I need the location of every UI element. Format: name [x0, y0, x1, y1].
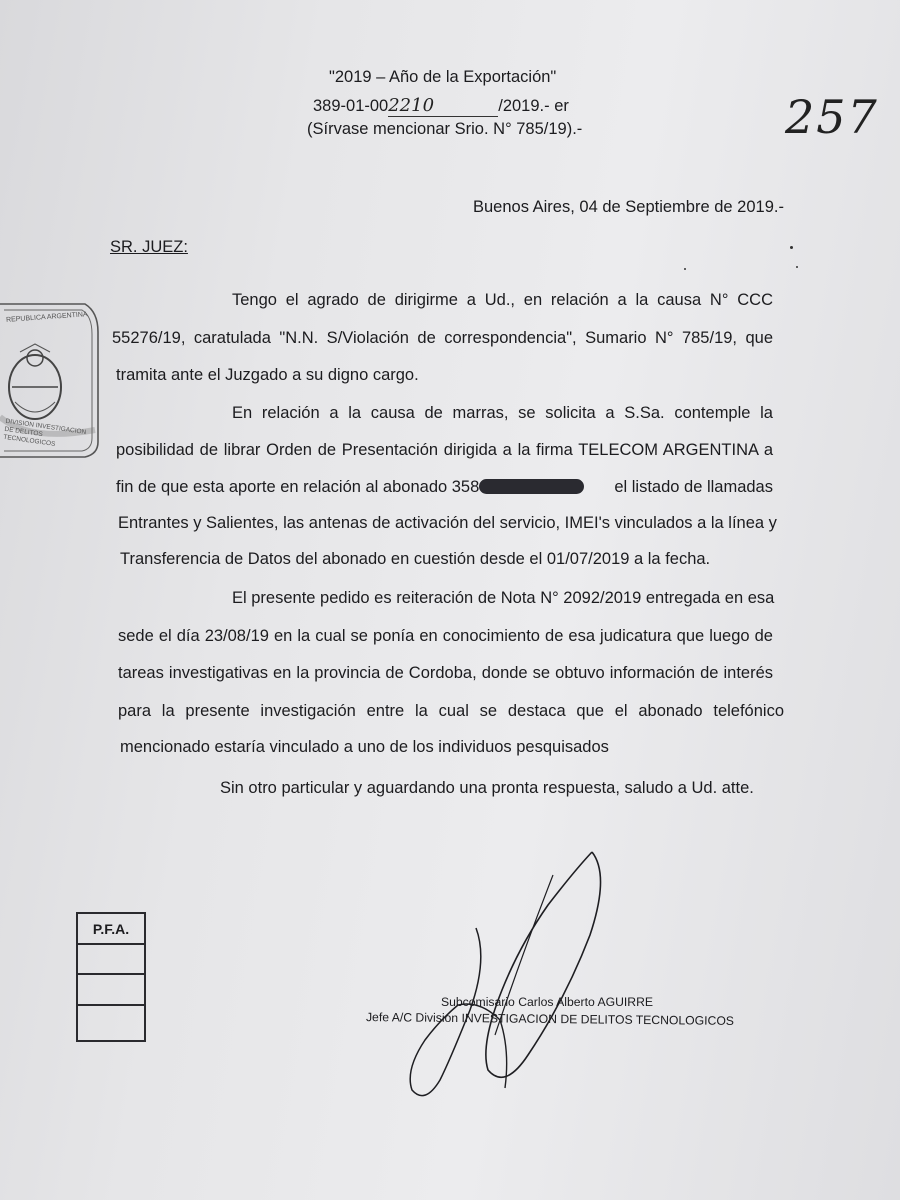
- p3-line-5: mencionado estaría vinculado a uno de los individuos pesquisados: [120, 738, 609, 756]
- p3-line-2: sede el día 23/08/19 en la cual se ponía en conocimiento de esa judicatura que luego de: [118, 627, 773, 645]
- reference-number: [313, 95, 569, 117]
- folio-number: 257: [785, 90, 879, 144]
- reference-citation: (Sírvase mencionar Srio. N° 785/19).-: [307, 120, 583, 138]
- seal-text-bottom: DIVISION INVESTIGACION DE DELITOS TECNOLOGICOS: [2, 417, 87, 448]
- pfa-label: P.F.A.: [78, 914, 144, 945]
- p2-line-3-after: el listado de llamadas: [614, 478, 773, 496]
- p1-line-3: tramita ante el Juzgado a su digno cargo.: [116, 366, 419, 384]
- seal-text-top: REPUBLICA ARGENTINA: [5, 311, 88, 324]
- p2-line-4: Entrantes y Salientes, las antenas de activación del servicio, IMEI's vinculados a la línea y: [118, 514, 777, 532]
- date-line: Buenos Aires, 04 de Septiembre de 2019.-: [473, 198, 784, 216]
- ink-speck: [796, 266, 798, 268]
- p3-line-3: tareas investigativas en la provincia de Cordoba, donde se obtuvo información de interés: [118, 664, 773, 682]
- p3-line-1: El presente pedido es reiteración de Nota N° 2092/2019 entregada en esa: [232, 589, 775, 607]
- reference-suffix: /2019.- er: [498, 97, 569, 115]
- reference-handwritten: 2210: [388, 95, 498, 117]
- p1-line-2: 55276/19, caratulada "N.N. S/Violación de correspondencia", Sumario N° 785/19, que: [112, 329, 773, 347]
- closing-line: Sin otro particular y aguardando una pronta respuesta, saludo a Ud. atte.: [220, 779, 754, 797]
- official-seal: [0, 292, 115, 462]
- salutation: SR. JUEZ:: [110, 238, 188, 256]
- signature-name: Subcomisario Carlos Alberto AGUIRRE: [441, 995, 654, 1009]
- p1-line-1: Tengo el agrado de dirigirme a Ud., en relación a la causa N° CCC: [232, 291, 773, 309]
- pfa-cell-3: [78, 1006, 144, 1037]
- ink-speck: [790, 246, 793, 249]
- pfa-cell-2: [78, 975, 144, 1006]
- reference-prefix: 389-01-00: [313, 97, 389, 115]
- p2-line-2: posibilidad de librar Orden de Presentación dirigida a la firma TELECOM ARGENTINA a: [116, 441, 773, 459]
- pfa-stamp-box: [76, 912, 146, 1042]
- pfa-cell-1: [78, 945, 144, 976]
- year-motto: "2019 – Año de la Exportación": [329, 68, 557, 86]
- p2-line-1: En relación a la causa de marras, se solicita a S.Sa. contemple la: [232, 404, 773, 422]
- p2-line-5: Transferencia de Datos del abonado en cuestión desde el 01/07/2019 a la fecha.: [120, 550, 711, 568]
- redaction-mark: [479, 479, 584, 494]
- p3-line-4: para la presente investigación entre la cual se destaca que el abonado telefónico: [118, 702, 784, 720]
- ink-speck: [684, 268, 686, 270]
- p2-line-3-before: fin de que esta aporte en relación al abonado 358: [116, 478, 584, 497]
- signature-role: Jefe A/C División INVESTIGACION DE DELITOS TECNOLOGICOS: [365, 1010, 735, 1028]
- p2-line-3: [116, 478, 773, 497]
